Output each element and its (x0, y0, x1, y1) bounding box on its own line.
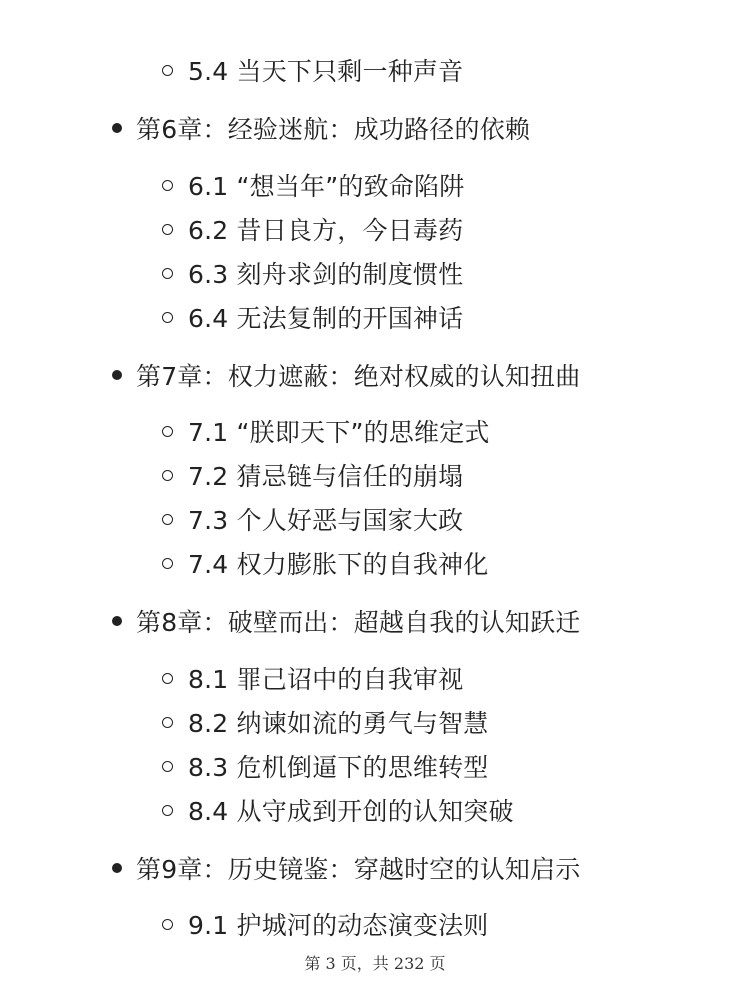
section-item (162, 904, 489, 944)
section-item (162, 543, 489, 583)
section-title: 7.4 权力膨胀下的自我神化 (188, 550, 489, 579)
section-title: 7.3 个人好恶与国家大政 (188, 506, 464, 535)
section-title: 8.4 从守成到开创的认知突破 (188, 797, 514, 826)
chapter-title: 第6章：经验迷航：成功路径的依赖 (136, 115, 531, 144)
section-item (162, 499, 463, 539)
hollow-circle-bullet-icon (162, 558, 173, 569)
hollow-circle-bullet-icon (162, 805, 173, 816)
hollow-circle-bullet-icon (162, 426, 173, 437)
chapter-item (112, 601, 581, 641)
section-item (162, 702, 489, 742)
section-item (162, 165, 464, 205)
section-title: 6.4 无法复制的开国神话 (188, 304, 464, 333)
section-title: 6.2 昔日良方，今日毒药 (188, 216, 464, 245)
section-item (162, 209, 463, 249)
section-item (162, 658, 463, 698)
section-title: 7.2 猜忌链与信任的崩塌 (188, 462, 464, 491)
section-item (162, 50, 463, 90)
filled-disc-bullet-icon (112, 370, 122, 380)
section-item (162, 790, 514, 830)
section-title: 6.3 刻舟求剑的制度惯性 (188, 260, 464, 289)
section-title: 7.1 “朕即天下”的思维定式 (188, 418, 490, 447)
hollow-circle-bullet-icon (162, 180, 173, 191)
filled-disc-bullet-icon (112, 863, 122, 873)
chapter-item (112, 108, 530, 148)
chapter-title: 第7章：权力遮蔽：绝对权威的认知扭曲 (136, 362, 581, 391)
section-item (162, 746, 489, 786)
chapter-title: 第9章：历史镜鉴：穿越时空的认知启示 (136, 855, 581, 884)
chapter-item (112, 848, 581, 888)
filled-disc-bullet-icon (112, 123, 122, 133)
chapter-title: 第8章：破壁而出：超越自我的认知跃迁 (136, 608, 581, 637)
chapter-item (112, 355, 581, 395)
section-item (162, 297, 463, 337)
section-item (162, 411, 490, 451)
section-title: 8.3 危机倒逼下的思维转型 (188, 753, 489, 782)
hollow-circle-bullet-icon (162, 224, 173, 235)
hollow-circle-bullet-icon (162, 919, 173, 930)
hollow-circle-bullet-icon (162, 673, 173, 684)
section-title: 8.2 纳谏如流的勇气与智慧 (188, 709, 489, 738)
section-title: 8.1 罪己诏中的自我审视 (188, 665, 464, 694)
hollow-circle-bullet-icon (162, 717, 173, 728)
page-number-footer: 第 3 页，共 232 页 (304, 953, 446, 973)
filled-disc-bullet-icon (112, 616, 122, 626)
hollow-circle-bullet-icon (162, 268, 173, 279)
hollow-circle-bullet-icon (162, 761, 173, 772)
hollow-circle-bullet-icon (162, 65, 173, 76)
hollow-circle-bullet-icon (162, 312, 173, 323)
section-item (162, 253, 463, 293)
hollow-circle-bullet-icon (162, 470, 173, 481)
hollow-circle-bullet-icon (162, 514, 173, 525)
section-title: 6.1 “想当年”的致命陷阱 (188, 172, 465, 201)
section-title: 9.1 护城河的动态演变法则 (188, 911, 489, 940)
section-title: 5.4 当天下只剩一种声音 (188, 57, 464, 86)
section-item (162, 455, 463, 495)
